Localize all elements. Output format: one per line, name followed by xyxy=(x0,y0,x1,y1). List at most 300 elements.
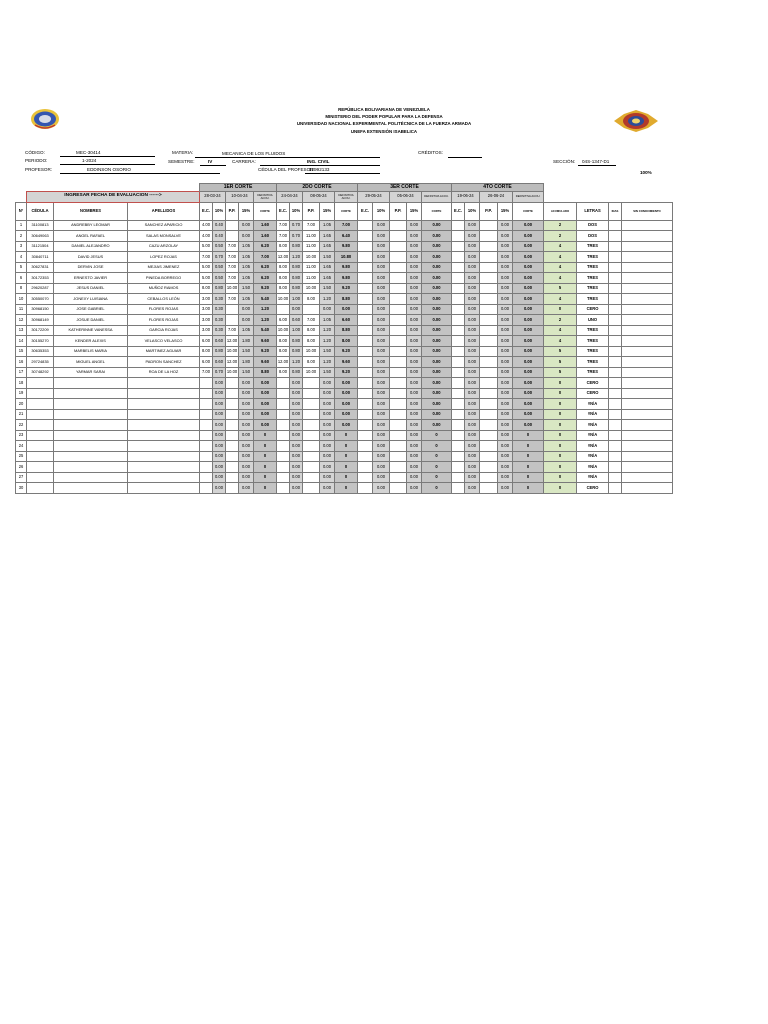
ec-cell[interactable] xyxy=(452,462,465,473)
sin-conocimiento-cell[interactable] xyxy=(622,231,673,242)
pp-cell[interactable] xyxy=(390,378,407,389)
apellidos-cell[interactable] xyxy=(128,409,200,420)
ec-cell[interactable] xyxy=(277,420,290,431)
pp-cell[interactable]: 12.00 xyxy=(226,336,239,347)
nombres-cell[interactable]: DANIEL ALEJANDRO xyxy=(54,241,128,252)
nombres-cell[interactable] xyxy=(54,451,128,462)
nombres-cell[interactable] xyxy=(54,441,128,452)
pp-cell[interactable] xyxy=(480,388,498,399)
cedula-cell[interactable] xyxy=(27,462,54,473)
nombres-cell[interactable]: JOSUE DANIEL xyxy=(54,315,128,326)
ec-cell[interactable]: 3.00 xyxy=(200,315,213,326)
apellidos-cell[interactable] xyxy=(128,462,200,473)
ec-cell[interactable] xyxy=(200,430,213,441)
pp-cell[interactable]: 10.00 xyxy=(303,346,320,357)
pp-cell[interactable] xyxy=(226,472,239,483)
ec-cell[interactable] xyxy=(200,399,213,410)
pp-cell[interactable] xyxy=(390,231,407,242)
cedula-cell[interactable]: 30627831 xyxy=(27,262,54,273)
date-input[interactable]: 19-06-24 xyxy=(452,191,480,202)
nombres-cell[interactable]: DAVID JESUS xyxy=(54,252,128,263)
ec-cell[interactable] xyxy=(358,357,373,368)
pp-cell[interactable]: 12.00 xyxy=(226,357,239,368)
nombres-cell[interactable]: ERNESTO JAVIER xyxy=(54,273,128,284)
pp-cell[interactable] xyxy=(226,388,239,399)
pp-cell[interactable] xyxy=(226,483,239,494)
ec-cell[interactable] xyxy=(277,430,290,441)
sin-conocimiento-cell[interactable] xyxy=(622,283,673,294)
pp-cell[interactable] xyxy=(303,399,320,410)
ec-cell[interactable] xyxy=(358,420,373,431)
date-input[interactable]: 29-05-24 xyxy=(358,191,390,202)
sin-conocimiento-cell[interactable] xyxy=(622,451,673,462)
apellidos-cell[interactable] xyxy=(128,430,200,441)
nombres-cell[interactable]: MARBELIS MARIA xyxy=(54,346,128,357)
ec-cell[interactable]: 8.00 xyxy=(277,241,290,252)
ec-cell[interactable] xyxy=(452,283,465,294)
pp-cell[interactable] xyxy=(480,378,498,389)
nombres-cell[interactable]: KENDER ALEXIS xyxy=(54,336,128,347)
cedula-cell[interactable]: 30649063 xyxy=(27,231,54,242)
inas-cell[interactable] xyxy=(609,430,622,441)
ec-cell[interactable]: 8.00 xyxy=(200,346,213,357)
apellidos-cell[interactable]: MUÑOZ RAMOS xyxy=(128,283,200,294)
inas-cell[interactable] xyxy=(609,241,622,252)
pp-cell[interactable]: 10.00 xyxy=(303,283,320,294)
ec-cell[interactable]: 7.00 xyxy=(277,231,290,242)
pp-cell[interactable] xyxy=(480,262,498,273)
nombres-cell[interactable] xyxy=(54,399,128,410)
pp-cell[interactable] xyxy=(480,283,498,294)
ec-cell[interactable] xyxy=(452,399,465,410)
ec-cell[interactable] xyxy=(200,378,213,389)
pp-cell[interactable] xyxy=(480,451,498,462)
ec-cell[interactable] xyxy=(358,399,373,410)
pp-cell[interactable]: 8.00 xyxy=(303,325,320,336)
pp-cell[interactable] xyxy=(226,315,239,326)
ec-cell[interactable] xyxy=(452,336,465,347)
date-input[interactable]: 28-03-24 xyxy=(200,191,226,202)
apellidos-cell[interactable]: VELASCO VELASCO xyxy=(128,336,200,347)
ec-cell[interactable] xyxy=(358,294,373,305)
ec-cell[interactable]: 3.00 xyxy=(200,304,213,315)
ec-cell[interactable] xyxy=(452,483,465,494)
sin-conocimiento-cell[interactable] xyxy=(622,472,673,483)
inas-cell[interactable] xyxy=(609,399,622,410)
ec-cell[interactable] xyxy=(358,409,373,420)
ec-cell[interactable] xyxy=(358,430,373,441)
inas-cell[interactable] xyxy=(609,231,622,242)
pp-cell[interactable] xyxy=(390,472,407,483)
cedula-cell[interactable]: 29620287 xyxy=(27,283,54,294)
ec-cell[interactable]: 7.00 xyxy=(200,252,213,263)
inas-cell[interactable] xyxy=(609,262,622,273)
ec-cell[interactable]: 4.00 xyxy=(200,220,213,231)
pp-cell[interactable]: 11.00 xyxy=(303,241,320,252)
nombres-cell[interactable] xyxy=(54,472,128,483)
pp-cell[interactable] xyxy=(390,241,407,252)
ec-cell[interactable] xyxy=(358,262,373,273)
pp-cell[interactable] xyxy=(303,304,320,315)
date-input[interactable]: 05-06-24 xyxy=(390,191,422,202)
apellidos-cell[interactable]: MEJIAS JIMENEZ xyxy=(128,262,200,273)
ec-cell[interactable]: 10.00 xyxy=(277,294,290,305)
cedula-cell[interactable]: 30172209 xyxy=(27,325,54,336)
ec-cell[interactable] xyxy=(358,220,373,231)
apellidos-cell[interactable] xyxy=(128,451,200,462)
cedula-cell[interactable]: 30155270 xyxy=(27,336,54,347)
pp-cell[interactable] xyxy=(226,231,239,242)
nombres-cell[interactable]: MIGUEL ANGEL xyxy=(54,357,128,368)
apellidos-cell[interactable]: FLORES ROJAS xyxy=(128,315,200,326)
ec-cell[interactable] xyxy=(358,346,373,357)
pp-cell[interactable] xyxy=(226,441,239,452)
sin-conocimiento-cell[interactable] xyxy=(622,252,673,263)
pp-cell[interactable]: 7.00 xyxy=(226,241,239,252)
ec-cell[interactable] xyxy=(452,220,465,231)
apellidos-cell[interactable]: PADRON SANCHEZ xyxy=(128,357,200,368)
sin-conocimiento-cell[interactable] xyxy=(622,462,673,473)
inas-cell[interactable] xyxy=(609,346,622,357)
pp-cell[interactable] xyxy=(226,220,239,231)
sin-conocimiento-cell[interactable] xyxy=(622,304,673,315)
pp-cell[interactable] xyxy=(480,231,498,242)
ec-cell[interactable] xyxy=(277,441,290,452)
pp-cell[interactable]: 11.00 xyxy=(303,231,320,242)
pp-cell[interactable] xyxy=(303,378,320,389)
ec-cell[interactable]: 8.00 xyxy=(277,346,290,357)
pp-cell[interactable] xyxy=(390,262,407,273)
sin-conocimiento-cell[interactable] xyxy=(622,378,673,389)
pp-cell[interactable]: 8.00 xyxy=(303,357,320,368)
sin-conocimiento-cell[interactable] xyxy=(622,430,673,441)
sin-conocimiento-cell[interactable] xyxy=(622,357,673,368)
pp-cell[interactable] xyxy=(390,409,407,420)
cedula-cell[interactable] xyxy=(27,472,54,483)
pp-cell[interactable]: 7.00 xyxy=(303,315,320,326)
ec-cell[interactable] xyxy=(358,451,373,462)
sin-conocimiento-cell[interactable] xyxy=(622,241,673,252)
apellidos-cell[interactable] xyxy=(128,399,200,410)
inas-cell[interactable] xyxy=(609,283,622,294)
apellidos-cell[interactable]: SALAS MONSALVE xyxy=(128,231,200,242)
pp-cell[interactable] xyxy=(480,336,498,347)
pp-cell[interactable] xyxy=(226,420,239,431)
ec-cell[interactable] xyxy=(452,388,465,399)
cedula-cell[interactable] xyxy=(27,483,54,494)
ec-cell[interactable]: 8.00 xyxy=(277,336,290,347)
cedula-cell[interactable] xyxy=(27,409,54,420)
pp-cell[interactable] xyxy=(480,472,498,483)
ec-cell[interactable]: 8.00 xyxy=(277,367,290,378)
ec-cell[interactable]: 12.00 xyxy=(277,252,290,263)
apellidos-cell[interactable]: PINEDA BORREGO xyxy=(128,273,200,284)
pp-cell[interactable] xyxy=(390,451,407,462)
pp-cell[interactable] xyxy=(480,357,498,368)
pp-cell[interactable] xyxy=(390,294,407,305)
inas-cell[interactable] xyxy=(609,294,622,305)
pp-cell[interactable] xyxy=(390,462,407,473)
inas-cell[interactable] xyxy=(609,357,622,368)
ec-cell[interactable] xyxy=(200,420,213,431)
ec-cell[interactable]: 8.00 xyxy=(200,283,213,294)
inas-cell[interactable] xyxy=(609,420,622,431)
ec-cell[interactable] xyxy=(452,273,465,284)
pp-cell[interactable] xyxy=(480,367,498,378)
ec-cell[interactable] xyxy=(277,304,290,315)
ec-cell[interactable]: 5.00 xyxy=(200,241,213,252)
ec-cell[interactable] xyxy=(358,388,373,399)
ec-cell[interactable] xyxy=(452,451,465,462)
pp-cell[interactable] xyxy=(303,409,320,420)
cedula-cell[interactable]: 31100813 xyxy=(27,220,54,231)
ec-cell[interactable] xyxy=(200,451,213,462)
ec-cell[interactable] xyxy=(358,241,373,252)
pp-cell[interactable]: 10.00 xyxy=(226,283,239,294)
ec-cell[interactable]: 7.00 xyxy=(200,367,213,378)
apellidos-cell[interactable]: SANCHEZ APARICIO xyxy=(128,220,200,231)
ec-cell[interactable] xyxy=(452,346,465,357)
pp-cell[interactable] xyxy=(390,325,407,336)
sin-conocimiento-cell[interactable] xyxy=(622,409,673,420)
inas-cell[interactable] xyxy=(609,304,622,315)
pp-cell[interactable] xyxy=(480,304,498,315)
cedula-cell[interactable]: 30172353 xyxy=(27,273,54,284)
ec-cell[interactable] xyxy=(358,273,373,284)
pp-cell[interactable] xyxy=(480,441,498,452)
pp-cell[interactable]: 10.00 xyxy=(226,346,239,357)
pp-cell[interactable] xyxy=(390,336,407,347)
ec-cell[interactable] xyxy=(277,462,290,473)
ec-cell[interactable] xyxy=(358,283,373,294)
ec-cell[interactable] xyxy=(277,378,290,389)
apellidos-cell[interactable] xyxy=(128,388,200,399)
nombres-cell[interactable] xyxy=(54,388,128,399)
ec-cell[interactable] xyxy=(358,315,373,326)
ec-cell[interactable]: 8.00 xyxy=(277,262,290,273)
ec-cell[interactable]: 3.00 xyxy=(200,294,213,305)
ec-cell[interactable]: 12.00 xyxy=(277,357,290,368)
pp-cell[interactable]: 10.00 xyxy=(226,367,239,378)
cedula-cell[interactable]: 30968150 xyxy=(27,304,54,315)
ec-cell[interactable] xyxy=(452,357,465,368)
pp-cell[interactable]: 7.00 xyxy=(226,252,239,263)
ec-cell[interactable] xyxy=(358,252,373,263)
pp-cell[interactable] xyxy=(303,462,320,473)
nombres-cell[interactable]: ANGEL RAFAEL xyxy=(54,231,128,242)
ec-cell[interactable] xyxy=(452,430,465,441)
nombres-cell[interactable] xyxy=(54,378,128,389)
inas-cell[interactable] xyxy=(609,378,622,389)
apellidos-cell[interactable] xyxy=(128,420,200,431)
pp-cell[interactable] xyxy=(480,420,498,431)
sin-conocimiento-cell[interactable] xyxy=(622,388,673,399)
pp-cell[interactable] xyxy=(480,409,498,420)
pp-cell[interactable] xyxy=(303,441,320,452)
cedula-cell[interactable] xyxy=(27,378,54,389)
pp-cell[interactable] xyxy=(390,283,407,294)
pp-cell[interactable] xyxy=(390,388,407,399)
pp-cell[interactable] xyxy=(390,273,407,284)
ec-cell[interactable] xyxy=(200,409,213,420)
ec-cell[interactable] xyxy=(452,231,465,242)
inas-cell[interactable] xyxy=(609,367,622,378)
pp-cell[interactable] xyxy=(480,483,498,494)
ec-cell[interactable] xyxy=(277,399,290,410)
pp-cell[interactable] xyxy=(390,346,407,357)
ec-cell[interactable]: 3.00 xyxy=(200,325,213,336)
ec-cell[interactable] xyxy=(200,388,213,399)
ec-cell[interactable] xyxy=(452,367,465,378)
ec-cell[interactable] xyxy=(452,325,465,336)
apellidos-cell[interactable]: MARTINEZ AGUIAR xyxy=(128,346,200,357)
pp-cell[interactable] xyxy=(480,241,498,252)
nombres-cell[interactable]: JONEXY LUISIANA xyxy=(54,294,128,305)
pp-cell[interactable] xyxy=(480,346,498,357)
inas-cell[interactable] xyxy=(609,336,622,347)
apellidos-cell[interactable] xyxy=(128,378,200,389)
ec-cell[interactable] xyxy=(452,378,465,389)
ec-cell[interactable]: 6.00 xyxy=(200,357,213,368)
ec-cell[interactable] xyxy=(277,483,290,494)
apellidos-cell[interactable] xyxy=(128,472,200,483)
nombres-cell[interactable]: KATHERINNE VANESSA xyxy=(54,325,128,336)
nombres-cell[interactable]: JOSE GABRIEL xyxy=(54,304,128,315)
ec-cell[interactable]: 7.00 xyxy=(277,220,290,231)
sin-conocimiento-cell[interactable] xyxy=(622,420,673,431)
pp-cell[interactable] xyxy=(480,430,498,441)
cedula-cell[interactable]: 30840711 xyxy=(27,252,54,263)
cedula-cell[interactable] xyxy=(27,388,54,399)
cedula-cell[interactable]: 30748292 xyxy=(27,367,54,378)
date-input[interactable]: 24-04-24 xyxy=(277,191,303,202)
pp-cell[interactable] xyxy=(390,304,407,315)
sin-conocimiento-cell[interactable] xyxy=(622,367,673,378)
apellidos-cell[interactable]: LOPEZ ROJAS xyxy=(128,252,200,263)
pp-cell[interactable]: 11.00 xyxy=(303,273,320,284)
cedula-cell[interactable]: 30968149 xyxy=(27,315,54,326)
cedula-cell[interactable] xyxy=(27,420,54,431)
inas-cell[interactable] xyxy=(609,441,622,452)
pp-cell[interactable] xyxy=(303,430,320,441)
inas-cell[interactable] xyxy=(609,483,622,494)
pp-cell[interactable] xyxy=(480,220,498,231)
pp-cell[interactable]: 11.00 xyxy=(303,262,320,273)
cedula-cell[interactable]: 30635353 xyxy=(27,346,54,357)
pp-cell[interactable] xyxy=(480,273,498,284)
ec-cell[interactable] xyxy=(452,420,465,431)
ec-cell[interactable] xyxy=(452,315,465,326)
ec-cell[interactable] xyxy=(452,252,465,263)
cedula-cell[interactable]: 29724835 xyxy=(27,357,54,368)
ec-cell[interactable] xyxy=(358,462,373,473)
pp-cell[interactable] xyxy=(480,252,498,263)
ec-cell[interactable] xyxy=(358,483,373,494)
pp-cell[interactable] xyxy=(390,367,407,378)
ec-cell[interactable] xyxy=(358,325,373,336)
inas-cell[interactable] xyxy=(609,325,622,336)
ec-cell[interactable] xyxy=(358,441,373,452)
nombres-cell[interactable] xyxy=(54,409,128,420)
ec-cell[interactable] xyxy=(277,409,290,420)
ec-cell[interactable] xyxy=(200,483,213,494)
pp-cell[interactable] xyxy=(226,304,239,315)
apellidos-cell[interactable] xyxy=(128,483,200,494)
pp-cell[interactable] xyxy=(480,315,498,326)
cedula-cell[interactable] xyxy=(27,451,54,462)
pp-cell[interactable]: 8.00 xyxy=(303,336,320,347)
pp-cell[interactable]: 7.00 xyxy=(226,294,239,305)
sin-conocimiento-cell[interactable] xyxy=(622,262,673,273)
ec-cell[interactable] xyxy=(358,378,373,389)
date-input[interactable]: 08-05-24 xyxy=(303,191,335,202)
ec-cell[interactable] xyxy=(452,409,465,420)
ec-cell[interactable] xyxy=(200,462,213,473)
nombres-cell[interactable]: DERVIN JOSE xyxy=(54,262,128,273)
ec-cell[interactable] xyxy=(200,472,213,483)
inas-cell[interactable] xyxy=(609,451,622,462)
sin-conocimiento-cell[interactable] xyxy=(622,294,673,305)
pp-cell[interactable] xyxy=(480,399,498,410)
cedula-cell[interactable] xyxy=(27,441,54,452)
pp-cell[interactable] xyxy=(390,357,407,368)
pp-cell[interactable] xyxy=(390,399,407,410)
pp-cell[interactable] xyxy=(226,451,239,462)
apellidos-cell[interactable]: GARCIA ROJAS xyxy=(128,325,200,336)
pp-cell[interactable] xyxy=(390,441,407,452)
pp-cell[interactable] xyxy=(226,409,239,420)
pp-cell[interactable]: 7.00 xyxy=(226,273,239,284)
pp-cell[interactable]: 7.00 xyxy=(303,220,320,231)
ec-cell[interactable] xyxy=(452,262,465,273)
pp-cell[interactable]: 8.00 xyxy=(303,294,320,305)
ec-cell[interactable]: 5.00 xyxy=(200,262,213,273)
inas-cell[interactable] xyxy=(609,409,622,420)
nombres-cell[interactable] xyxy=(54,430,128,441)
pp-cell[interactable] xyxy=(226,399,239,410)
pp-cell[interactable] xyxy=(480,462,498,473)
inas-cell[interactable] xyxy=(609,315,622,326)
nombres-cell[interactable]: YARMAR SARAI xyxy=(54,367,128,378)
ec-cell[interactable] xyxy=(452,304,465,315)
date-input[interactable]: 26-06-24 xyxy=(480,191,513,202)
ec-cell[interactable]: 8.00 xyxy=(277,273,290,284)
sin-conocimiento-cell[interactable] xyxy=(622,483,673,494)
sin-conocimiento-cell[interactable] xyxy=(622,315,673,326)
sin-conocimiento-cell[interactable] xyxy=(622,273,673,284)
sin-conocimiento-cell[interactable] xyxy=(622,399,673,410)
ec-cell[interactable]: 5.00 xyxy=(200,273,213,284)
pp-cell[interactable] xyxy=(226,378,239,389)
pp-cell[interactable] xyxy=(390,483,407,494)
ec-cell[interactable] xyxy=(358,472,373,483)
pp-cell[interactable] xyxy=(226,430,239,441)
cedula-cell[interactable] xyxy=(27,399,54,410)
ec-cell[interactable]: 10.00 xyxy=(277,325,290,336)
ec-cell[interactable] xyxy=(452,241,465,252)
apellidos-cell[interactable]: FLORES ROJAS xyxy=(128,304,200,315)
cedula-cell[interactable]: 31121504 xyxy=(27,241,54,252)
date-input[interactable]: 10-04-24 xyxy=(226,191,254,202)
ec-cell[interactable]: 8.00 xyxy=(277,283,290,294)
ec-cell[interactable] xyxy=(277,388,290,399)
pp-cell[interactable] xyxy=(390,220,407,231)
inas-cell[interactable] xyxy=(609,220,622,231)
pp-cell[interactable] xyxy=(480,325,498,336)
ec-cell[interactable] xyxy=(277,472,290,483)
pp-cell[interactable] xyxy=(390,315,407,326)
inas-cell[interactable] xyxy=(609,472,622,483)
